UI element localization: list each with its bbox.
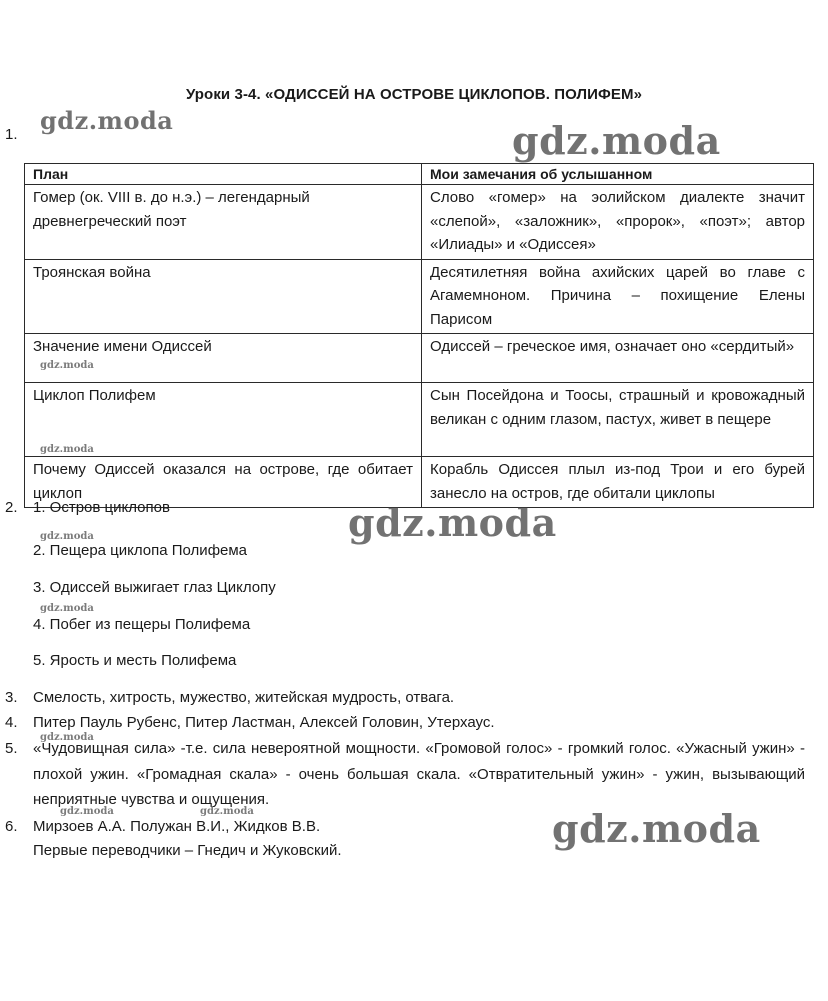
page-title: Уроки 3-4. «ОДИССЕЙ НА ОСТРОВЕ ЦИКЛОПОВ. ПОЛИФЕМ»	[185, 86, 643, 103]
watermark-logo: gdz.moda	[40, 360, 94, 371]
task-number-4: 4.	[5, 714, 18, 731]
watermark-logo: gdz.moda	[40, 444, 94, 455]
table-cell-plan: Циклоп Полифем	[25, 383, 422, 457]
watermark-logo: gdz.moda	[40, 106, 174, 135]
plan-item: 3. Одиссей выжигает глаз Циклопу	[33, 579, 276, 596]
answer-3: Смелость, хитрость, мужество, житейская мудрость, отвага.	[33, 689, 455, 706]
watermark-logo: gdz.moda	[40, 732, 94, 743]
table-cell-plan: Гомер (ок. VIII в. до н.э.) – легендарный древнегреческий поэт	[25, 185, 422, 260]
watermark-logo: gdz.moda	[200, 806, 254, 817]
plan-item: 2. Пещера циклопа Полифема	[33, 542, 248, 559]
table-row	[25, 185, 814, 260]
task-number-6: 6.	[5, 818, 18, 835]
watermark-logo: gdz.moda	[512, 118, 721, 163]
table-row	[25, 383, 814, 457]
task-number-3: 3.	[5, 689, 18, 706]
task-number-2: 2.	[5, 499, 18, 516]
plan-item: 4. Побег из пещеры Полифема	[33, 616, 251, 633]
table-header-notes: Мои замечания об услышанном	[422, 164, 814, 185]
table-cell-notes: Корабль Одиссея плыл из-под Трои и его бурей занесло на остров, где обитали циклопы	[422, 457, 814, 508]
watermark-logo: gdz.moda	[40, 603, 94, 614]
plan-item: 5. Ярость и месть Полифема	[33, 652, 237, 669]
table-cell-plan: Почему Одиссей оказался на острове, где обитает циклоп	[25, 457, 422, 508]
table-header-plan: План	[25, 164, 422, 185]
table-cell-plan: Троянская война	[25, 259, 422, 334]
table-row	[25, 259, 814, 334]
watermark-logo: gdz.moda	[60, 806, 114, 817]
plan-item: 1. Остров циклопов	[33, 499, 170, 516]
task-number-5: 5.	[5, 740, 18, 757]
table-cell-notes: Одиссей – греческое имя, означает оно «сердитый»	[422, 334, 814, 383]
table-cell-notes: Десятилетняя война ахийских царей во главе с Агамемноном. Причина – похищение Елены Парисом	[422, 259, 814, 334]
watermark-logo: gdz.moda	[552, 806, 761, 851]
table-row	[25, 334, 814, 383]
plan-table	[24, 163, 814, 508]
watermark-logo: gdz.moda	[348, 500, 557, 545]
answer-5: «Чудовищная сила» -т.е. сила невероятной мощности. «Громовой голос» - громкий голос. «Ужасный ужин» - плохой ужин. «Громадная скала» - очень большая скала. «Отвратительный ужин» - ужин, вызывающий неприятные чувства и ощущения.	[33, 740, 805, 808]
table-cell-notes: Сын Посейдона и Тоосы, страшный и кровожадный великан с одним глазом, пастух, живет в пещере	[422, 383, 814, 457]
answer-6-line-2: Первые переводчики – Гнедич и Жуковский.	[33, 842, 342, 859]
answer-6-line-1: Мирзоев А.А. Полужан В.И., Жидков В.В.	[33, 818, 321, 835]
watermark-logo: gdz.moda	[40, 531, 94, 542]
answer-4: Питер Пауль Рубенс, Питер Ластман, Алексей Головин, Утерхаус.	[33, 714, 495, 731]
table-cell-notes: Слово «гомер» на эолийском диалекте значит «слепой», «заложник», «пророк», «поэт»; автор «Илиады» и «Одиссея»	[422, 185, 814, 260]
table-cell-plan: Значение имени Одиссей	[25, 334, 422, 383]
task-number-1: 1.	[5, 126, 18, 143]
